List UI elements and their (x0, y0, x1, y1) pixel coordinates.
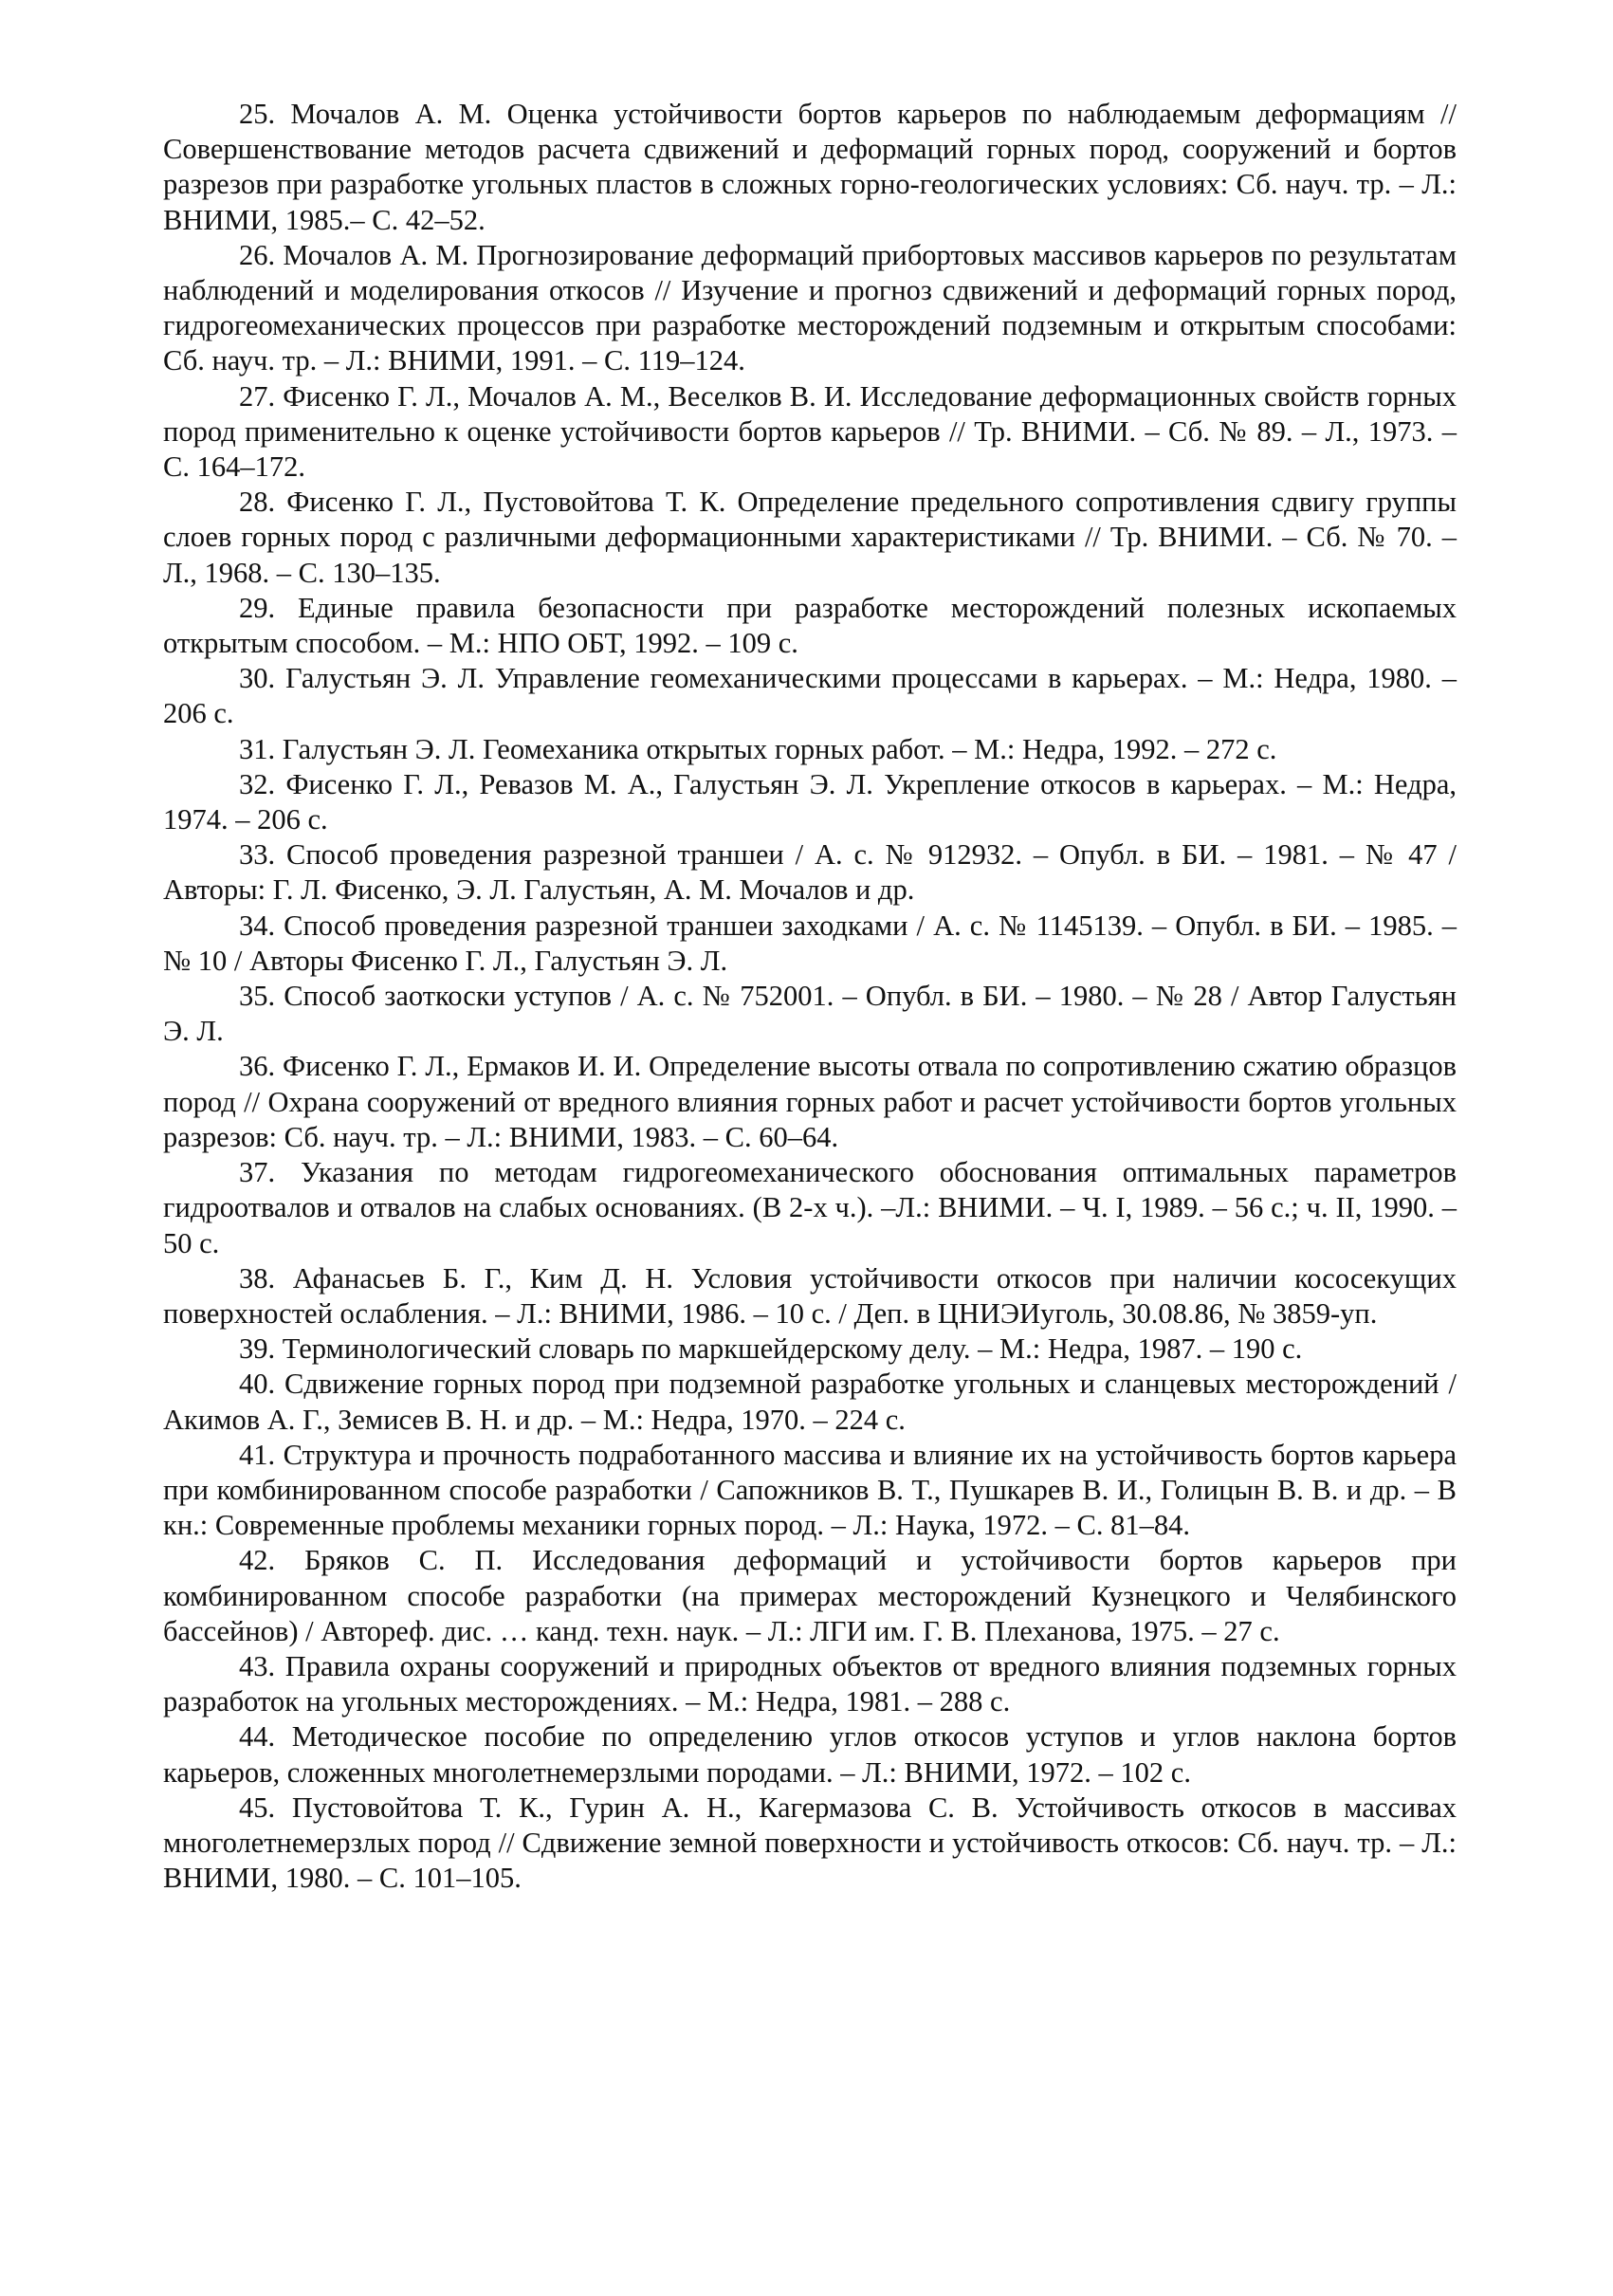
reference-item-44: 44. Методическое пособие по определению углов откосов уступов и углов наклона бортов карьеров, сложенных многолетнемерзлыми породами. – Л.: ВНИМИ, 1972. – 102 с. (163, 1720, 1457, 1789)
reference-item-45: 45. Пустовойтова Т. К., Гурин А. Н., Кагермазова С. В. Устойчивость откосов в массивах многолетнемерзлых пород // Сдвижение земной поверхности и устойчивость откосов: Сб. науч. тр. – Л.: ВНИМИ, 1980. – С. 101–105. (163, 1791, 1457, 1895)
reference-item-42: 42. Бряков С. П. Исследования деформаций и устойчивости бортов карьеров при комбинированном способе разработки (на примерах месторождений Кузнецкого и Челябинского бассейнов) / Автореф. дис. … канд. техн. наук. – Л.: ЛГИ им. Г. В. Плеханова, 1975. – 27 с. (163, 1544, 1457, 1647)
reference-item-36: 36. Фисенко Г. Л., Ермаков И. И. Определение высоты отвала по сопротивлению сжатию образцов пород // Охрана сооружений от вредного влияния горных работ и расчет устойчивости бортов угольных разрезов: Сб. науч. тр. – Л.: ВНИМИ, 1983. – С. 60–64. (163, 1050, 1457, 1153)
reference-item-38: 38. Афанасьев Б. Г., Ким Д. Н. Условия устойчивости откосов при наличии кососекущих поверхностей ослабления. – Л.: ВНИМИ, 1986. – 10 с. / Деп. в ЦНИЭИуголь, 30.08.86, № 3859-уп. (163, 1261, 1457, 1330)
reference-item-34: 34. Способ проведения разрезной траншеи заходками / А. с. № 1145139. – Опубл. в БИ. – 1985. – № 10 / Авторы Фисенко Г. Л., Галустьян Э. Л. (163, 909, 1457, 977)
reference-item-43: 43. Правила охраны сооружений и природных объектов от вредного влияния подземных горных разработок на угольных месторождениях. – М.: Недра, 1981. – 288 с. (163, 1649, 1457, 1718)
reference-item-28: 28. Фисенко Г. Л., Пустовойтова Т. К. Определение предельного сопротивления сдвигу группы слоев горных пород с различными деформационными характеристиками // Тр. ВНИМИ. – Сб. № 70. – Л., 1968. – С. 130–135. (163, 486, 1457, 589)
reference-item-30: 30. Галустьян Э. Л. Управление геомеханическими процессами в карьерах. – М.: Недра, 1980. – 206 с. (163, 662, 1457, 730)
reference-item-27: 27. Фисенко Г. Л., Мочалов А. М., Веселков В. И. Исследование деформационных свойств горных пород применительно к оценке устойчивости бортов карьеров // Тр. ВНИМИ. – Сб. № 89. – Л., 1973. – С. 164–172. (163, 379, 1457, 484)
reference-list (163, 97, 1457, 1896)
reference-item-31: 31. Галустьян Э. Л. Геомеханика открытых горных работ. – М.: Недра, 1992. – 272 с. (239, 732, 1277, 765)
reference-item-29: 29. Единые правила безопасности при разработке месторождений полезных ископаемых открытым способом. – М.: НПО ОБТ, 1992. – 109 с. (163, 591, 1457, 660)
reference-item-32: 32. Фисенко Г. Л., Ревазов М. А., Галустьян Э. Л. Укрепление откосов в карьерах. – М.: Недра, 1974. – 206 с. (163, 767, 1457, 836)
reference-item-35: 35. Способ заоткоски уступов / А. с. № 752001. – Опубл. в БИ. – 1980. – № 28 / Автор Галустьян Э. Л. (163, 980, 1457, 1048)
reference-item-39: 39. Терминологический словарь по маркшейдерскому делу. – М.: Недра, 1987. – 190 с. (239, 1332, 1303, 1366)
reference-item-25: 25. Мочалов А. М. Оценка устойчивости бортов карьеров по наблюдаемым деформациям // Совершенствование методов расчета сдвижений и деформаций горных пород, сооружений и бортов разрезов при разработке угольных пластов в сложных горно-геологических условиях: Сб. науч. тр. – Л.: ВНИМИ, 1985.– С. 42–52. (163, 98, 1457, 236)
reference-item-40: 40. Сдвижение горных пород при подземной разработке угольных и сланцевых месторождений / Акимов А. Г., Земисев В. Н. и др. – М.: Недра, 1970. – 224 с. (163, 1368, 1457, 1436)
reference-item-33: 33. Способ проведения разрезной траншеи / А. с. № 912932. – Опубл. в БИ. – 1981. – № 47 / Авторы: Г. Л. Фисенко, Э. Л. Галустьян, А. М. Мочалов и др. (163, 838, 1457, 907)
reference-item-37: 37. Указания по методам гидрогеомеханического обоснования оптимальных параметров гидроотвалов и отвалов на слабых основаниях. (В 2-х ч.). –Л.: ВНИМИ. – Ч. I, 1989. – 56 с.; ч. II, 1990. – 50 с. (163, 1156, 1457, 1259)
reference-item-26: 26. Мочалов А. М. Прогнозирование деформаций прибортовых массивов карьеров по результатам наблюдений и моделирования откосов // Изучение и прогноз сдвижений и деформаций горных пород, гидрогеомеханических процессов при разработке месторождений подземным и открытым способами: Сб. науч. тр. – Л.: ВНИМИ, 1991. – С. 119–124. (163, 238, 1457, 377)
reference-item-41: 41. Структура и прочность подработанного массива и влияние их на устойчивость бортов карьера при комбинированном способе разработки / Сапожников В. Т., Пушкарев В. И., Голицын В. В. и др. – В кн.: Современные проблемы механики горных пород. – Л.: Наука, 1972. – С. 81–84. (163, 1438, 1457, 1542)
